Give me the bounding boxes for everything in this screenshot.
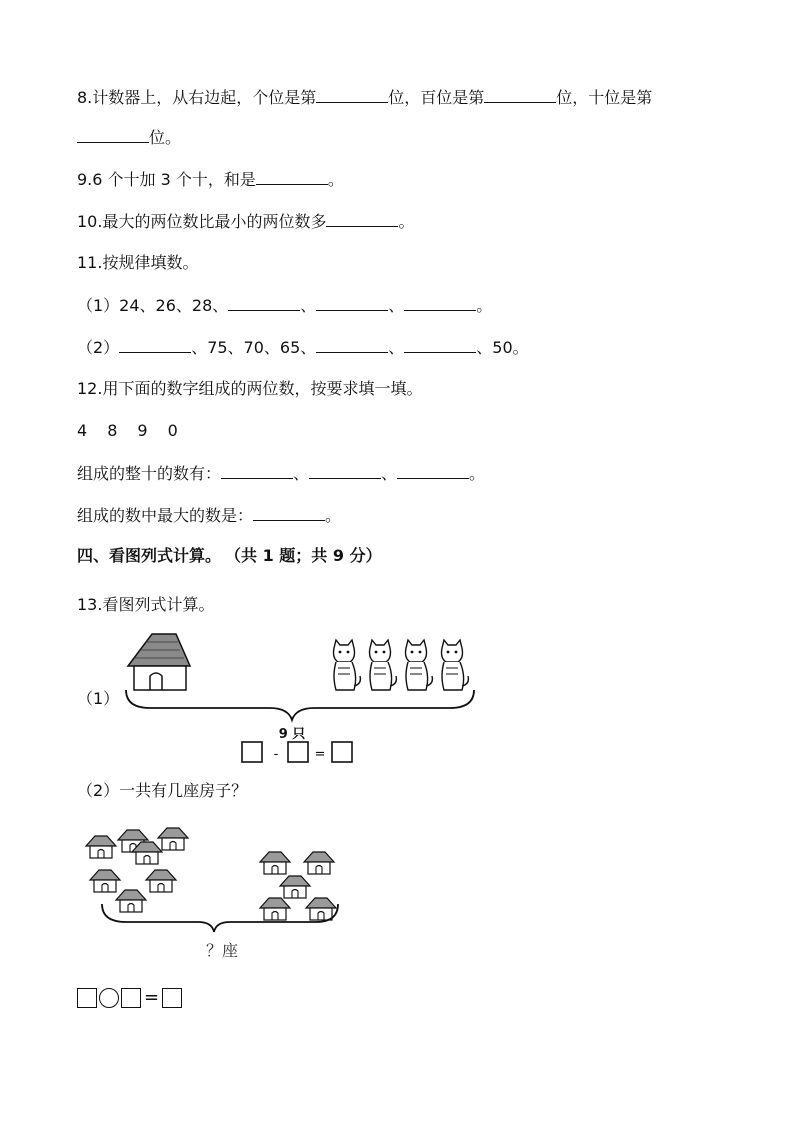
q11-row1-end: 。 (476, 296, 493, 315)
q11-row1 (77, 294, 492, 317)
answer-box[interactable] (121, 988, 141, 1008)
q12-line1 (77, 462, 485, 485)
q11-row2-label: （2） (77, 338, 120, 357)
q11-row2-mid: 、75、70、65、 (191, 338, 317, 357)
small-house-icon (116, 890, 146, 912)
q11-row1-label: （1）24、26、28、 (77, 296, 229, 315)
small-house-icon (260, 898, 290, 920)
q13-part2-total: ？座 (205, 941, 239, 960)
q10-blank[interactable] (326, 210, 398, 227)
q12-line2-text: 组成的数中最大的数是： (77, 506, 254, 525)
cat-icon (370, 640, 397, 690)
q12-line1-sep-1: 、 (293, 464, 310, 483)
q8-blank-3[interactable] (77, 126, 149, 143)
small-house-icon (90, 870, 120, 892)
cat-icon (334, 640, 361, 690)
q8-text-b: 位，百位是第 (388, 88, 485, 107)
q13-part1-label: （1） (77, 689, 120, 708)
section-title: 四、看图列式计算。 (77, 546, 222, 565)
equals-sign: = (314, 747, 326, 762)
q12-digit-4: 0 (167, 421, 178, 440)
q10-line (77, 210, 414, 233)
q12-digits (77, 420, 198, 442)
section-heading (77, 545, 382, 567)
q11-row2-sep: 、 (388, 338, 405, 357)
q9-line (77, 168, 344, 191)
q12-line2-end: 。 (325, 506, 342, 525)
q12-title: 12.用下面的数字组成的两位数，按要求填一填。 (77, 379, 423, 398)
q12-digit-1: 4 (77, 421, 88, 440)
q13-part1-total: 9 只 (278, 727, 306, 742)
q8-line2 (77, 126, 181, 149)
q13-figure-1 (120, 628, 480, 768)
q8-blank-1[interactable] (316, 86, 388, 103)
cat-icon (406, 640, 433, 690)
q12-line1-end: 。 (469, 464, 486, 483)
answer-box[interactable] (162, 988, 182, 1008)
q8-text-d: 位。 (149, 128, 182, 147)
q11-row2-end: 、50。 (476, 338, 529, 357)
equals-sign: = (144, 987, 160, 1008)
q11-row1-blank-2[interactable] (316, 294, 388, 311)
q10-text-b: 。 (398, 212, 415, 231)
minus-sign: - (273, 747, 279, 762)
q13-title: 13.看图列式计算。 (77, 595, 215, 614)
small-house-icon (304, 852, 334, 874)
q8-blank-2[interactable] (484, 86, 556, 103)
answer-box[interactable] (288, 742, 308, 762)
q13-part2-label: （2）一共有几座房子？ (77, 781, 248, 800)
brace (126, 690, 474, 720)
q10-text-a: 10.最大的两位数比最小的两位数多 (77, 212, 327, 231)
answer-box[interactable] (332, 742, 352, 762)
q11-row1-sep-2: 、 (388, 296, 405, 315)
q12-line2-blank[interactable] (253, 504, 325, 521)
q11-row2 (77, 336, 529, 359)
q13-figure-2 (80, 820, 360, 970)
q11-title: 11.按规律填数。 (77, 253, 199, 272)
cat-icon (442, 640, 469, 690)
q11-row2-blank-1[interactable] (119, 336, 191, 353)
q9-text-a: 9.6 个十加 3 个十，和是 (77, 170, 256, 189)
q11-row1-sep-1: 、 (300, 296, 317, 315)
answer-box[interactable] (242, 742, 262, 762)
q11-row1-blank-3[interactable] (404, 294, 476, 311)
q12-line1-blank-2[interactable] (309, 462, 381, 479)
small-house-icon (86, 836, 116, 858)
q13-part2-equation (77, 987, 182, 1009)
section-score: （共 1 题；共 9 分） (233, 546, 382, 565)
q11-row2-blank-2[interactable] (316, 336, 388, 353)
house-icon (128, 634, 190, 690)
small-house-icon (158, 828, 188, 850)
small-house-icon (260, 852, 290, 874)
q8-text-c: 位，十位是第 (556, 88, 653, 107)
small-house-icon (146, 870, 176, 892)
q12-line1-text: 组成的整十的数有： (77, 464, 222, 483)
q12-digit-3: 9 (137, 421, 148, 440)
q12-line1-blank-1[interactable] (221, 462, 293, 479)
small-house-icon (280, 876, 310, 898)
q12-digit-2: 8 (107, 421, 118, 440)
q8-text-a: 8.计数器上，从右边起，个位是第 (77, 88, 317, 107)
small-house-icon (306, 898, 336, 920)
operator-circle[interactable] (99, 988, 119, 1008)
q9-blank[interactable] (256, 168, 328, 185)
q8-line1 (77, 86, 652, 109)
answer-box[interactable] (77, 988, 97, 1008)
q9-text-b: 。 (327, 170, 344, 189)
q12-line2 (77, 504, 341, 527)
q11-row1-blank-1[interactable] (228, 294, 300, 311)
q12-line1-blank-3[interactable] (397, 462, 469, 479)
q11-row2-blank-3[interactable] (404, 336, 476, 353)
q12-line1-sep-2: 、 (381, 464, 398, 483)
